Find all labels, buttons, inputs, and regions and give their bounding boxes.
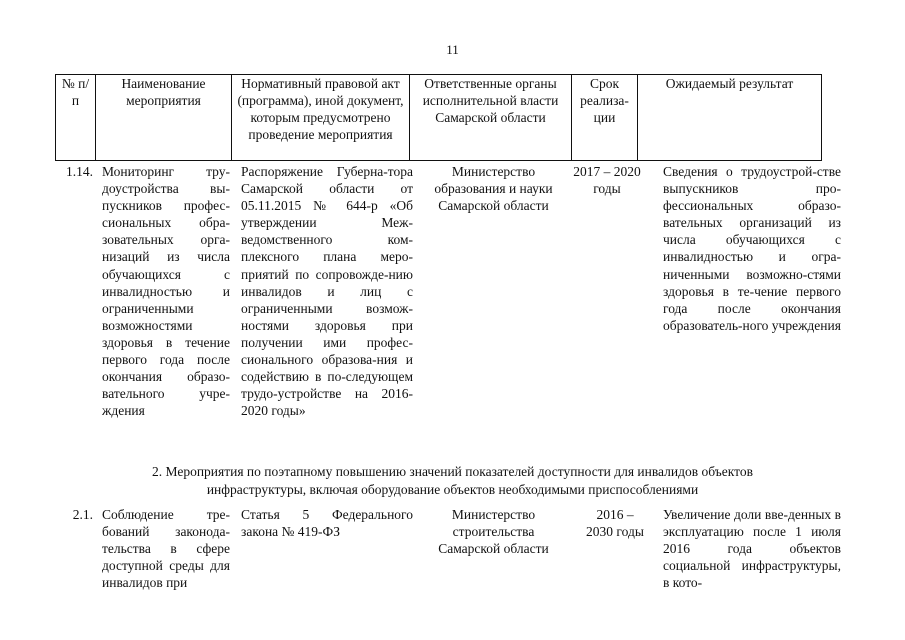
row-name: Мониторинг тру-доустройства вы-пускников профес-сиональных обра-зовательных орга-низаций из числа обучающихся с инвалидностью и ограниченными возможностями здоровья в течение первого года после окончания образо-вательного учре-ждения: [102, 164, 230, 419]
header-name: Наименование мероприятия: [96, 75, 232, 161]
section-title: 2. Мероприятия по поэтапному повышению значений показателей доступности для инвалидов объектов инфраструктуры, включая оборудование объектов необходимыми приспособлениями: [152, 464, 753, 497]
header-term: Срок реализа-ции: [572, 75, 638, 161]
row-name: Соблюдение тре-бований законода-тельства в сфере доступной среды для инвалидов при: [102, 507, 230, 591]
page-number: 11: [446, 42, 459, 57]
row-org: Министерство строительства Самарской области: [438, 507, 549, 557]
header-num: № п/п: [56, 75, 96, 161]
table-header: [55, 74, 822, 161]
header-act: Нормативный правовой акт (программа), иной документ, которым предусмотрено проведение мероприятия: [232, 75, 410, 161]
header-org: Ответственные органы исполнительной власти Самарской области: [410, 75, 572, 161]
row-result: Увеличение доли вве-денных в эксплуатацию после 1 июля 2016 года объектов социальной инфраструктуры, в кото-: [663, 507, 841, 591]
row-org: Министерство образования и науки Самарской области: [434, 164, 553, 214]
row-result: Сведения о трудоустрой-стве выпускников про-фессиональных образо-вательных организаций из числа обучающихся с инвалидностью и огра-ниченными возможно-стями здоровья в те-чение первого года после окончания образователь-ного учреждения: [663, 164, 841, 333]
row-term: 2016 – 2030 годы: [586, 507, 644, 540]
row-term: 2017 – 2020 годы: [573, 164, 641, 197]
row-number: 1.14.: [66, 164, 93, 179]
row-act: Распоряжение Губерна-тора Самарской области от 05.11.2015 № 644-р «Об утверждении Меж-ведомственного ком-плексного плана меро-приятий по сопровожде-нию инвалидов и лиц с ограниченными возмож-ностями здоровья при получении ими профес-сионального образова-ния и содействию в по-следующем трудо-устройстве на 2016-2020 годы»: [241, 164, 413, 419]
row-act: Статья 5 Федерального закона № 419-ФЗ: [241, 507, 413, 540]
row-number: 2.1.: [72, 507, 93, 522]
header-result: Ожидаемый результат: [638, 75, 822, 161]
